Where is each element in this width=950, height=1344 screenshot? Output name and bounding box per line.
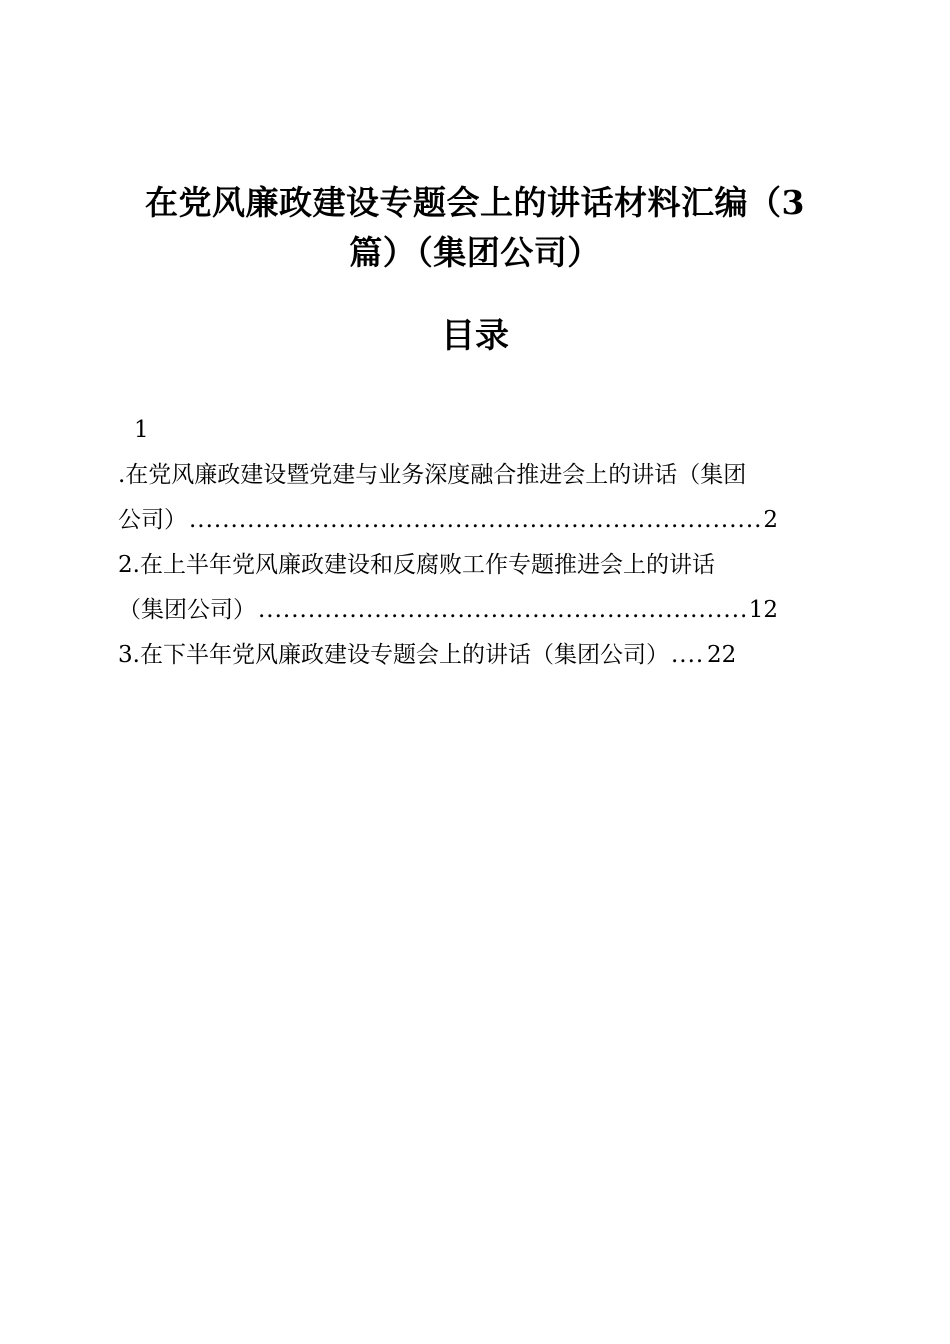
toc-entry-1-title-cont: 公司）	[118, 507, 187, 533]
toc-entry-1-title-line[interactable]	[118, 453, 830, 498]
document-title-line-1: 在党风廉政建设专题会上的讲话材料汇编（3	[145, 183, 805, 222]
document-title-line-2: 篇）（集团公司）	[349, 233, 601, 272]
toc-entry-3-page: 22	[706, 642, 737, 668]
toc-entry-2-title: 在上半年党风廉政建设和反腐败工作专题推进会上的讲话	[139, 552, 715, 578]
toc-entry-1-title: .在党风廉政建设暨党建与业务深度融合推进会上的讲话（集团	[118, 462, 747, 488]
toc-entry-3-title-line[interactable]	[118, 633, 830, 678]
toc-entry-2-number: 2.	[118, 552, 140, 578]
toc-entry-2-page: 12	[748, 597, 778, 623]
toc-entry-1-number: 1	[134, 417, 149, 443]
toc-entry-3-number: 3.	[118, 642, 140, 668]
toc-entry-1-page: 2	[763, 507, 778, 533]
toc-entry-1-number-line	[118, 408, 830, 453]
toc-entry-3-title: 在下半年党风廉政建设专题会上的讲话（集团公司）	[139, 642, 669, 668]
toc-entry-3-leader	[671, 633, 705, 678]
toc-entry-2-leader	[258, 588, 747, 633]
table-of-contents	[118, 408, 830, 678]
toc-entry-2-title-line[interactable]	[118, 543, 830, 588]
toc-entry-2-continuation[interactable]	[118, 588, 830, 633]
toc-entry-1-leader	[189, 498, 761, 543]
toc-entry-2-title-cont: （集团公司）	[118, 597, 256, 623]
toc-entry-1-continuation[interactable]	[118, 498, 830, 543]
toc-heading: 目录	[441, 316, 509, 356]
document-title	[110, 178, 840, 278]
